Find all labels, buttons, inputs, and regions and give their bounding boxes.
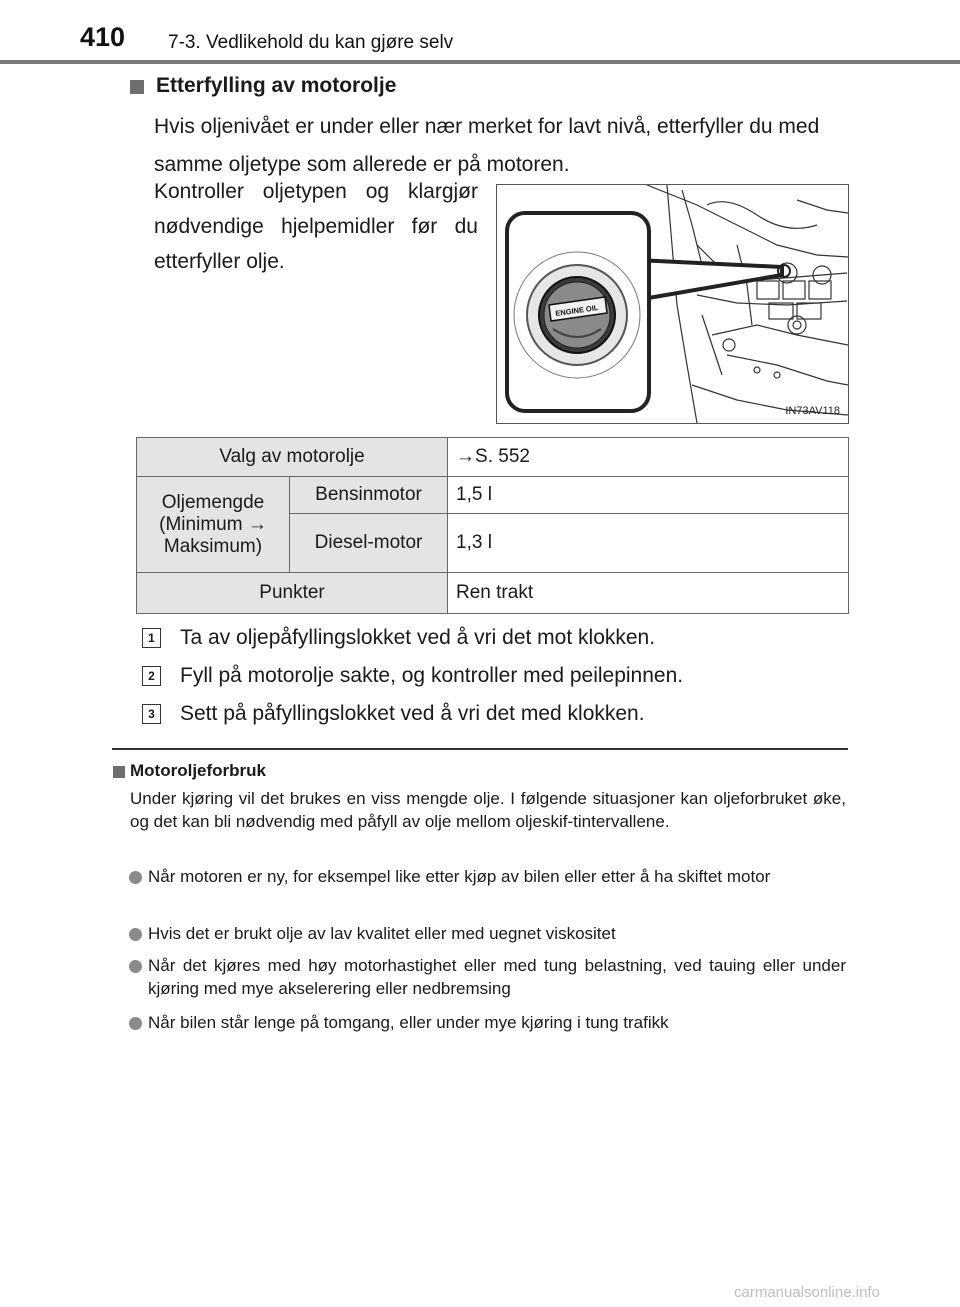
section-title: Etterfylling av motorolje <box>156 74 397 97</box>
step-number-2: 2 <box>142 666 161 686</box>
round-bullet-icon <box>129 1017 142 1030</box>
engine-oil-cap-illustration <box>496 184 849 424</box>
round-bullet-icon <box>129 871 142 884</box>
table-cell-sublabel: Bensinmotor <box>290 477 448 514</box>
step-text-1: Ta av oljepåfyllingslokket ved å vri det mot klokken. <box>180 626 656 649</box>
list-item: Når motoren er ny, for eksempel like etter kjøp av bilen eller etter å ha skiftet motor <box>148 867 771 886</box>
oil-spec-table <box>136 437 849 614</box>
table-cell-label: Valg av motorolje <box>137 438 448 477</box>
engine-bay-drawing <box>497 185 848 423</box>
chapter-title: 7-3. Vedlikehold du kan gjøre selv <box>168 32 454 53</box>
table-cell-label: Oljemengde (Minimum → Maksimum) <box>137 477 290 573</box>
round-bullet-icon <box>129 960 142 973</box>
list-item: Når bilen står lenge på tomgang, eller under mye kjøring i tung trafikk <box>148 1013 669 1032</box>
table-row <box>137 438 849 477</box>
square-bullet-icon <box>113 766 125 778</box>
square-bullet-icon <box>130 80 144 94</box>
subsection-paragraph: Under kjøring vil det brukes en viss mengde olje. I følgende situasjoner kan oljeforbruket øke, og det kan bli nødvendig med påfyll av olje mellom oljeskif-tintervallene. <box>130 789 846 831</box>
table-cell-value: Ren trakt <box>448 573 849 614</box>
table-cell-label: Punkter <box>137 573 448 614</box>
step-text-2: Fyll på motorolje sakte, og kontroller med peilepinnen. <box>180 664 684 687</box>
table-row <box>137 573 849 614</box>
step-number-3: 3 <box>142 704 161 724</box>
table-cell-value: 1,3 l <box>448 514 849 573</box>
table-row <box>137 477 849 514</box>
subsection-title: Motoroljeforbruk <box>130 761 266 780</box>
header-rule <box>0 60 960 64</box>
list-item: Når det kjøres med høy motorhastighet eller med tung belastning, ved tauing eller under kjøring med mye akselerering eller nedbremsing <box>148 956 846 998</box>
watermark: carmanualsonline.info <box>734 1284 880 1301</box>
table-cell-sublabel: Diesel-motor <box>290 514 448 573</box>
step-text-3: Sett på påfyllingslokket ved å vri det med klokken. <box>180 702 645 725</box>
table-cell-value: →S. 552 <box>448 438 849 477</box>
round-bullet-icon <box>129 928 142 941</box>
section-paragraph: Hvis oljenivået er under eller nær merket for lavt nivå, etterfyller du med samme oljetype som allerede er på motoren. <box>154 115 820 176</box>
list-item: Hvis det er brukt olje av lav kvalitet eller med uegnet viskositet <box>148 924 616 943</box>
cap-label: ENGINE OIL <box>554 303 599 319</box>
section-paragraph-preparation: Kontroller oljetypen og klargjør nødvendige hjelpemidler før du etterfyller olje. <box>154 180 478 273</box>
table-cell-value: 1,5 l <box>448 477 849 514</box>
page-number: 410 <box>80 22 126 52</box>
section-divider <box>112 748 848 750</box>
illustration-code: IN73AV118 <box>785 405 840 417</box>
step-number-1: 1 <box>142 628 161 648</box>
